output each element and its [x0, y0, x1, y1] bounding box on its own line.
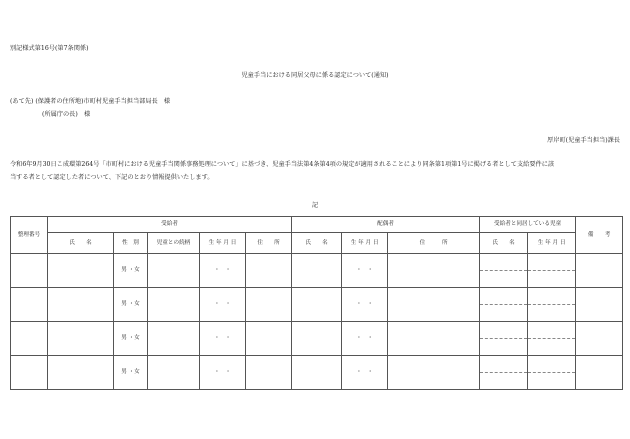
sex-cell[interactable]: 男 ・女 [114, 356, 148, 390]
remarks-header: 備 考 [576, 217, 623, 254]
serial-header: 整理番号 [11, 217, 48, 254]
recipient-relation-header: 児童との続柄 [148, 233, 200, 254]
table-header-row-1 [11, 217, 623, 233]
address-cell[interactable] [246, 254, 292, 288]
child-name-cell[interactable] [480, 271, 528, 288]
birth-cell[interactable]: ・ ・ [200, 288, 246, 322]
cohabiting-child-header: 受給者と同居している児童 [480, 217, 576, 233]
recipient-name-cell[interactable] [48, 254, 114, 288]
remarks-cell[interactable] [576, 356, 623, 390]
recipient-sex-header: 性 別 [114, 233, 148, 254]
child-name-cell[interactable] [480, 373, 528, 390]
address-cell[interactable] [246, 356, 292, 390]
addressee-line-2: (所属庁の長) 様 [42, 111, 91, 118]
spouse-address-cell[interactable] [388, 254, 480, 288]
spouse-name-cell[interactable] [292, 356, 342, 390]
birth-cell[interactable]: ・ ・ [200, 356, 246, 390]
spouse-address-cell[interactable] [388, 356, 480, 390]
recipient-name-header: 氏 名 [48, 233, 114, 254]
recipient-name-cell[interactable] [48, 322, 114, 356]
remarks-cell[interactable] [576, 322, 623, 356]
child-birth-cell[interactable] [528, 305, 576, 322]
spouse-birth-header: 生 年 月 日 [342, 233, 388, 254]
child-birth-header: 生 年 月 日 [528, 233, 576, 254]
spouse-birth-cell[interactable]: ・ ・ [342, 288, 388, 322]
relation-cell[interactable] [148, 322, 200, 356]
table-row [11, 254, 623, 271]
serial-cell[interactable] [11, 322, 48, 356]
spouse-address-header: 住 所 [388, 233, 480, 254]
remarks-cell[interactable] [576, 288, 623, 322]
serial-cell[interactable] [11, 288, 48, 322]
sex-cell[interactable]: 男 ・女 [114, 254, 148, 288]
form-number: 別記様式第16号(第7条関係) [10, 45, 89, 52]
child-birth-cell[interactable] [528, 356, 576, 373]
spouse-name-cell[interactable] [292, 254, 342, 288]
table-row [11, 288, 623, 305]
birth-cell[interactable]: ・ ・ [200, 322, 246, 356]
spouse-address-cell[interactable] [388, 288, 480, 322]
document-title: 児童手当における同居父母に係る認定について(通知) [241, 72, 389, 79]
spouse-name-header: 氏 名 [292, 233, 342, 254]
table-row [11, 356, 623, 373]
ki-heading: 記 [311, 202, 319, 209]
child-name-cell[interactable] [480, 322, 528, 339]
spouse-address-cell[interactable] [388, 322, 480, 356]
child-name-cell[interactable] [480, 339, 528, 356]
sex-cell[interactable]: 男 ・女 [114, 322, 148, 356]
child-name-cell[interactable] [480, 305, 528, 322]
spouse-birth-cell[interactable]: ・ ・ [342, 322, 388, 356]
serial-cell[interactable] [11, 356, 48, 390]
recipient-birth-header: 生 年 月 日 [200, 233, 246, 254]
child-name-header: 氏 名 [480, 233, 528, 254]
child-name-cell[interactable] [480, 288, 528, 305]
birth-cell[interactable]: ・ ・ [200, 254, 246, 288]
spouse-header: 配偶者 [292, 217, 480, 233]
body-text-line-1: 令和6年9月30日こ成環第264号「市町村における児童手当関係事務処理について」に基づき、児童手当法第4条第4項の規定が適用されることにより同条第1項第1号に掲げる者として支給要件に該 [10, 161, 555, 168]
spouse-birth-cell[interactable]: ・ ・ [342, 356, 388, 390]
relation-cell[interactable] [148, 356, 200, 390]
child-birth-cell[interactable] [528, 339, 576, 356]
info-table [10, 216, 623, 390]
child-birth-cell[interactable] [528, 322, 576, 339]
spouse-name-cell[interactable] [292, 288, 342, 322]
table-header-row-2 [11, 233, 623, 254]
child-birth-cell[interactable] [528, 271, 576, 288]
spouse-name-cell[interactable] [292, 322, 342, 356]
relation-cell[interactable] [148, 288, 200, 322]
recipient-header: 受給者 [48, 217, 292, 233]
spouse-birth-cell[interactable]: ・ ・ [342, 254, 388, 288]
child-birth-cell[interactable] [528, 254, 576, 271]
body-text-line-2: 当する者として認定した者について、下記のとおり情報提供いたします。 [10, 174, 214, 181]
recipient-address-header: 住 所 [246, 233, 292, 254]
recipient-name-cell[interactable] [48, 288, 114, 322]
sex-cell[interactable]: 男 ・女 [114, 288, 148, 322]
address-cell[interactable] [246, 322, 292, 356]
sender: 厚岸町(児童手当担当)課長 [547, 137, 620, 144]
child-birth-cell[interactable] [528, 373, 576, 390]
remarks-cell[interactable] [576, 254, 623, 288]
table-row [11, 322, 623, 339]
addressee-line-1: (あて先) (保護者の住所地)市町村児童手当担当部局長 様 [10, 98, 171, 105]
address-cell[interactable] [246, 288, 292, 322]
child-name-cell[interactable] [480, 356, 528, 373]
child-name-cell[interactable] [480, 254, 528, 271]
recipient-name-cell[interactable] [48, 356, 114, 390]
child-birth-cell[interactable] [528, 288, 576, 305]
relation-cell[interactable] [148, 254, 200, 288]
serial-cell[interactable] [11, 254, 48, 288]
